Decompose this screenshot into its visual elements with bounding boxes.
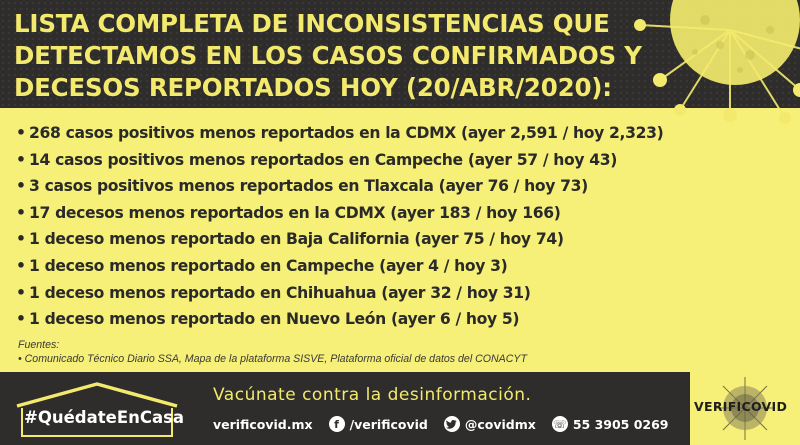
list-item [16,306,663,333]
list-item-text: 14 casos positivos menos reportados en Campeche (ayer 57 / hoy 43) [29,150,618,169]
facebook-handle: /verificovid [349,416,428,432]
list-item-text: 17 decesos menos reportados en la CDMX (ayer 183 / hoy 166) [29,203,561,222]
list-item [16,147,663,174]
list-item [16,280,663,307]
bullet: • [16,230,26,249]
list-item [16,120,663,147]
list-item [16,226,663,253]
twitter-link[interactable] [444,416,536,432]
title-line: LISTA COMPLETA DE INCONSISTENCIAS QUE [14,9,610,38]
footer [0,372,800,445]
title-line: DECESOS REPORTADOS HOY (20/ABR/2020): [14,73,612,102]
header-band [0,0,800,108]
inconsistency-list [16,120,663,333]
logo-text: VERIFICOVID [694,399,788,414]
list-item-text: 268 casos positivos menos reportados en la CDMX (ayer 2,591 / hoy 2,323) [29,124,664,142]
facebook-icon: f [329,416,345,432]
bullet: • [16,203,26,222]
bullet: • [16,150,26,169]
list-item-text: 1 deceso menos reportado en Chihuahua (ayer 32 / hoy 31) [29,283,531,302]
list-item [16,173,663,200]
bullet: • [16,256,26,275]
bullet: • [16,124,26,142]
contacts [213,416,685,432]
whatsapp-link[interactable] [552,416,669,432]
facebook-link[interactable] [329,416,428,432]
whatsapp-number: 55 3905 0269 [572,416,669,432]
list-item [16,253,663,280]
title-line: DETECTAMOS EN LOS CASOS CONFIRMADOS Y [14,41,642,70]
bullet: • [16,177,26,196]
whatsapp-icon: ☏ [552,417,567,431]
list-item-text: 1 deceso menos reportado en Baja California (ayer 75 / hoy 74) [29,230,564,249]
sources-text: • Comunicado Técnico Diario SSA, Mapa de la plataforma SISVE, Plataforma oficial de datos del CONACYT [18,353,527,365]
page-title [14,8,642,104]
list-item [16,200,663,227]
website-link[interactable] [213,417,313,432]
twitter-icon [444,416,460,432]
list-item-text: 1 deceso menos reportado en Nuevo León (ayer 6 / hoy 5) [29,310,520,329]
sources-label: Fuentes: [18,339,60,351]
sources [18,338,527,366]
tagline: Vacúnate contra la desinformación. [213,385,532,405]
bullet: • [16,283,26,302]
bullet: • [16,310,26,329]
list-item-text: 1 deceso menos reportado en Campeche (ayer 4 / hoy 3) [29,256,508,275]
website-text: verificovid.mx [213,416,313,432]
list-item-text: 3 casos positivos menos reportados en Tlaxcala (ayer 76 / hoy 73) [29,177,588,196]
twitter-handle: @covidmx [464,416,536,432]
hashtag: #QuédateEnCasa [24,408,185,427]
